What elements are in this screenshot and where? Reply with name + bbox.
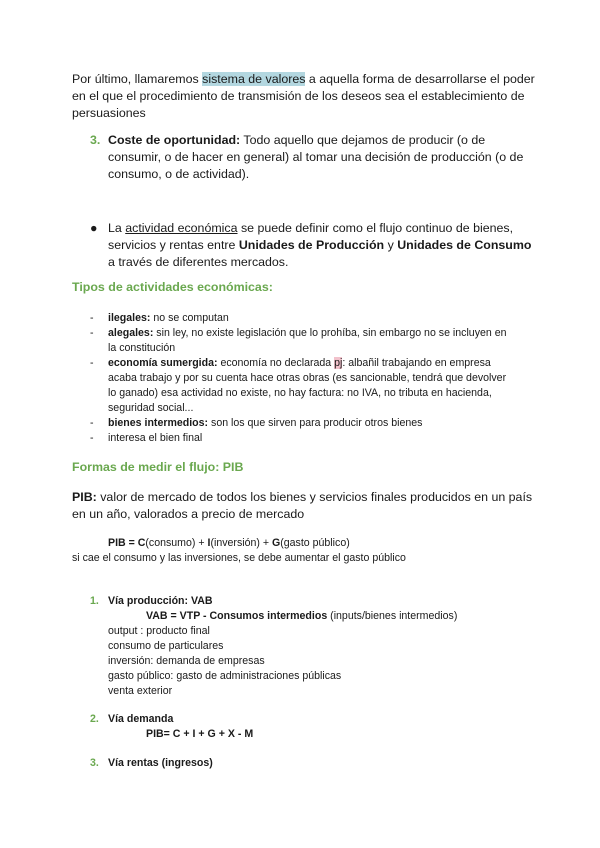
tipo-ilegales: ilegales: no se computan [108,312,229,324]
tipo-economia-line-2: acaba trabajo y por su cuenta hace otras obras (es sancionable, tendrá que devolver [108,372,507,384]
item3-line-2: consumir, o de hacer en general) al tomar una decisión de producción (o de [108,150,524,164]
via1-line: output : producto final [108,625,210,637]
list-number: 3. [90,133,101,147]
tipo-alegales-line-2: la constitución [108,342,176,354]
pib-formula: PIB = C(consumo) + I(inversión) + G(gasto público) [108,537,350,549]
pib-formula-note: si cae el consumo y las inversiones, se debe aumentar el gasto público [72,552,406,564]
list-number: 1. [90,595,99,607]
dash-marker: - [90,327,94,339]
intro-line-3: persuasiones [72,106,146,120]
bullet-line-2: servicios y rentas entre Unidades de Producción y Unidades de Consumo [108,238,532,252]
via-rentas-title: Vía rentas (ingresos) [108,757,213,769]
bullet-icon: ● [90,221,98,235]
via-demanda-title: Vía demanda [108,713,174,725]
bullet-line-3: a través de diferentes mercados. [108,255,289,269]
dash-marker: - [90,417,94,429]
dash-marker: - [90,432,94,444]
pib-definition-line-1: PIB: valor de mercado de todos los bienes y servicios finales producidos en un país [72,490,533,504]
tipo-alegales: alegales: sin ley, no existe legislación que lo prohíba, sin embargo no se incluyen en [108,327,507,339]
underlined-term: actividad económica [125,221,238,235]
item3-line-1: Coste de oportunidad: Todo aquello que dejamos de producir (o de [108,133,486,147]
intro-line-2: en el que el procedimiento de transmisión de los deseos sea el establecimiento de [72,89,525,103]
tipo-economia-sumergida: economía sumergida: economía no declarada pj: albañil trabajando en empresa [108,357,491,369]
tipo-economia-line-3: lo ganado) esa actividad no existe, no hay factura: no IVA, no tributa en hacienda, [108,387,492,399]
via1-line: inversión: demanda de empresas [108,655,265,667]
pib-definition-line-2: en un año, valorados a precio de mercado [72,507,305,521]
list-number: 2. [90,713,99,725]
list-number: 3. [90,757,99,769]
section-heading-formas: Formas de medir el flujo: PIB [72,460,244,474]
intro-line-1: Por último, llamaremos sistema de valores a aquella forma de desarrollarse el poder [72,72,535,86]
section-heading-tipos: Tipos de actividades económicas: [72,280,273,294]
tipo-economia-line-4: seguridad social... [108,402,194,414]
via1-line: consumo de particulares [108,640,224,652]
highlighted-term: sistema de valores [202,72,306,86]
via-produccion-title: Vía producción: VAB [108,595,213,607]
tipo-bienes-intermedios: bienes intermedios: son los que sirven para producir otros bienes [108,417,423,429]
dash-marker: - [90,312,94,324]
item3-line-3: consumo, o de actividad). [108,167,250,181]
via1-line: venta exterior [108,685,173,697]
demanda-formula: PIB= C + I + G + X - M [146,728,254,740]
highlighted-comment: pj [334,357,343,369]
vab-formula: VAB = VTP - Consumos intermedios (inputs/bienes intermedios) [146,610,458,622]
via1-line: gasto público: gasto de administraciones públicas [108,670,342,682]
dash-marker: - [90,357,94,369]
bullet-line-1: La actividad económica se puede definir como el flujo continuo de bienes, [108,221,514,235]
tipo-bien-final: interesa el bien final [108,432,203,444]
